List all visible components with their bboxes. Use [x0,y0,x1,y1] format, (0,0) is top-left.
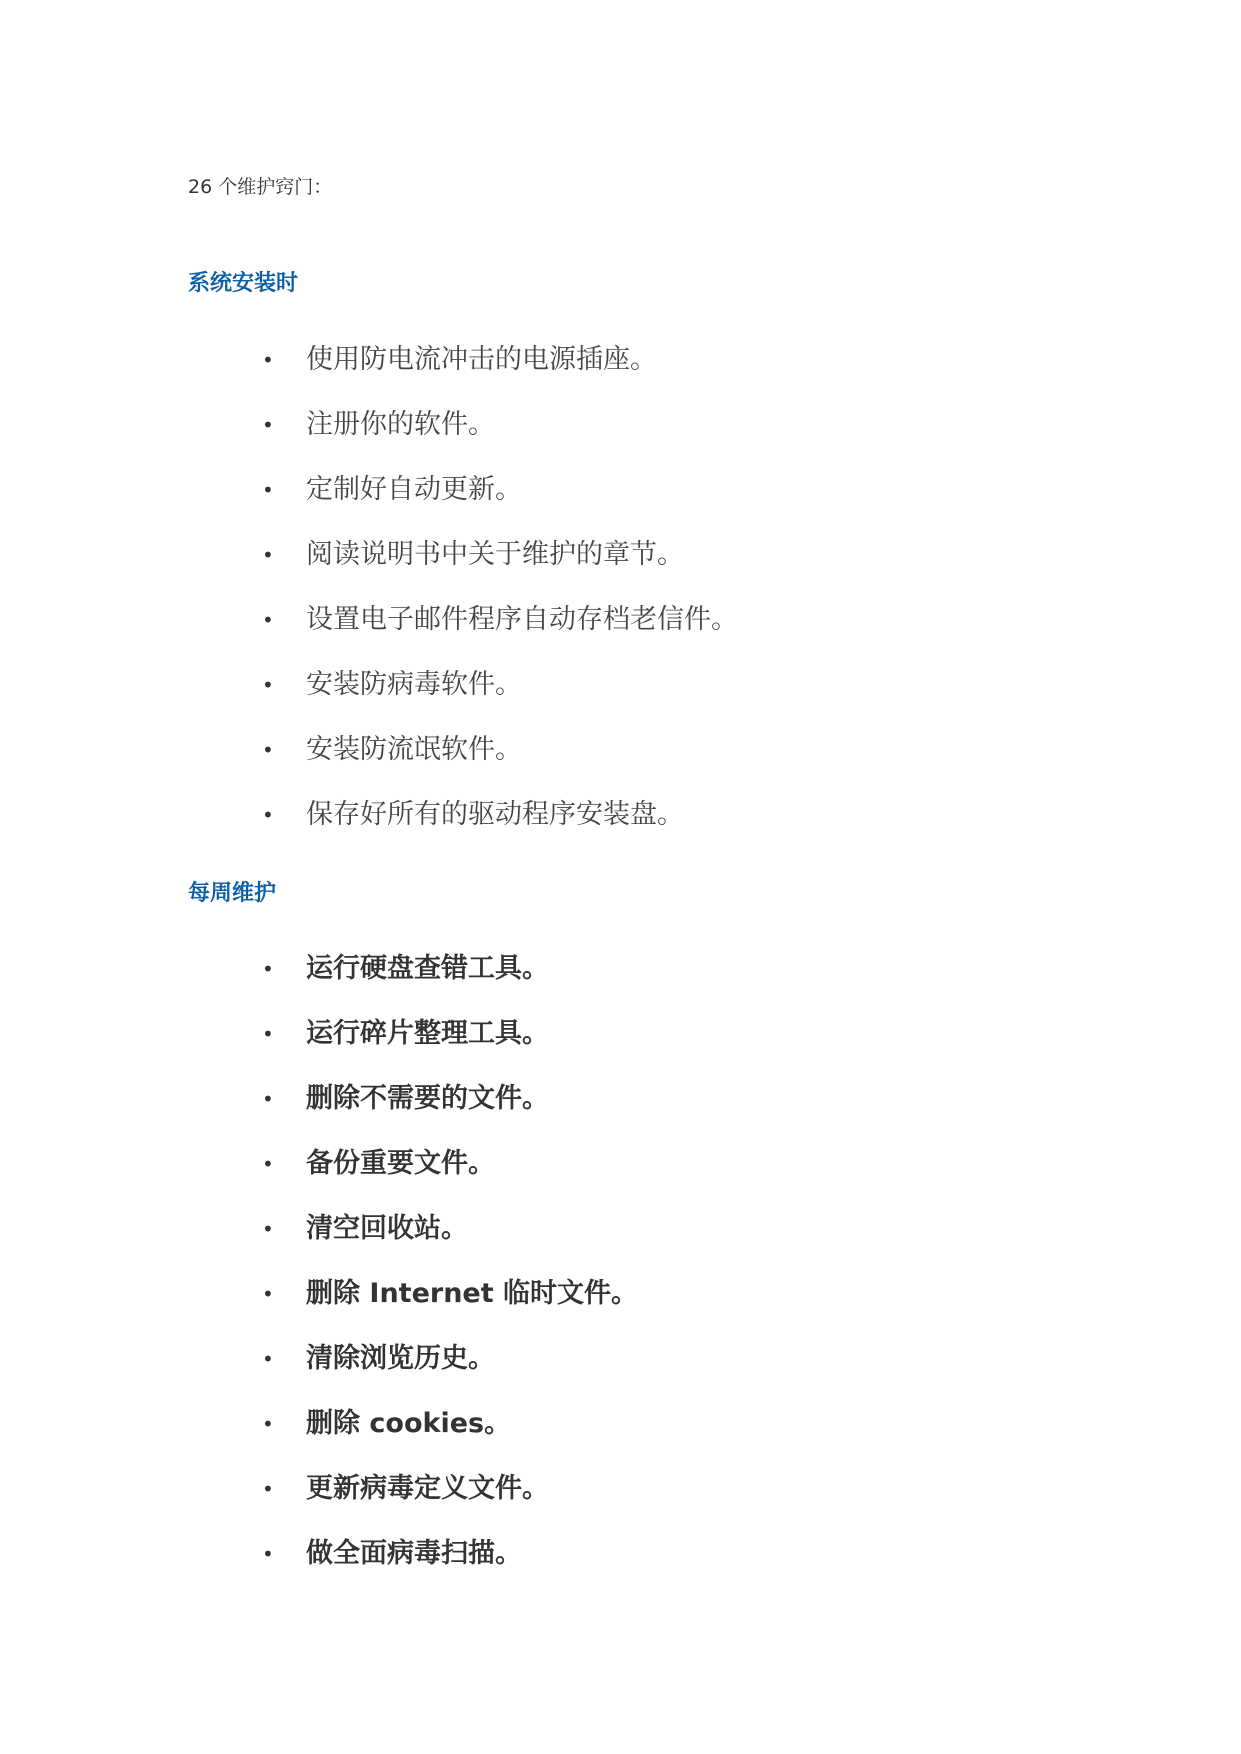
bullet-icon: • [262,1087,274,1111]
list-item-text: 清空回收站。 [306,1213,468,1244]
bullet-icon: • [262,1152,274,1176]
bullet-icon: • [262,803,274,827]
list-item-text: 清除浏览历史。 [306,1343,495,1374]
bullet-icon: • [262,738,274,762]
list-item-text: 保存好所有的驱动程序安装盘。 [306,799,684,830]
bullet-icon: • [262,413,274,437]
list-item-text: 删除 Internet 临时文件。 [306,1278,639,1309]
bullet-icon: • [262,608,274,632]
bullet-icon: • [262,957,274,981]
bullet-icon: • [262,1282,274,1306]
list-item-text: 阅读说明书中关于维护的章节。 [306,539,684,570]
list-item-text: 定制好自动更新。 [306,474,522,505]
list-item-text: 安装防病毒软件。 [306,669,522,700]
list-item-text: 设置电子邮件程序自动存档老信件。 [306,604,738,635]
bullet-icon: • [262,1217,274,1241]
bullet-icon: • [262,348,274,372]
intro-text: 26 个维护窍门： [188,176,333,198]
section-heading-install: 系统安装时 [188,271,299,296]
list-item-text: 使用防电流冲击的电源插座。 [306,344,657,375]
list-item-text: 运行碎片整理工具。 [306,1018,549,1049]
list-item-text: 运行硬盘查错工具。 [306,953,549,984]
bullet-icon: • [262,1347,274,1371]
bullet-icon: • [262,1477,274,1501]
section-heading-weekly: 每周维护 [188,881,277,906]
bullet-icon: • [262,543,274,567]
list-item-text: 更新病毒定义文件。 [306,1473,549,1504]
list-item-text: 注册你的软件。 [306,409,495,440]
list-item-text: 做全面病毒扫描。 [306,1538,522,1569]
bullet-icon: • [262,478,274,502]
list-item-text: 删除不需要的文件。 [306,1083,549,1114]
bullet-icon: • [262,1542,274,1566]
bullet-icon: • [262,1022,274,1046]
list-item-text: 备份重要文件。 [306,1148,495,1179]
list-item-text: 安装防流氓软件。 [306,734,522,765]
bullet-icon: • [262,673,274,697]
bullet-icon: • [262,1412,274,1436]
list-item-text: 删除 cookies。 [306,1408,512,1439]
